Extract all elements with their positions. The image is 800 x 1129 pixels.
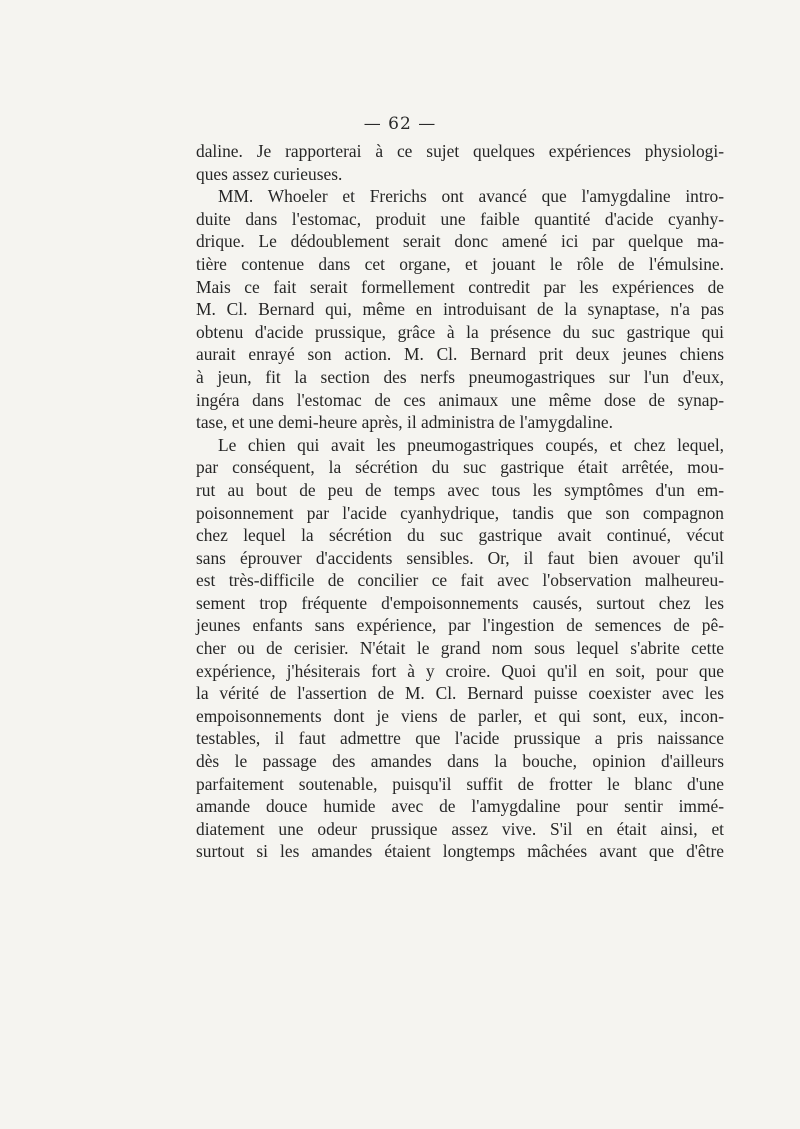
text-line: parfaitement soutenable, puisqu'il suffit de frotter le blanc d'une [196,773,724,794]
text-line: Mais ce fait serait formellement contredit par les expériences de [196,276,724,297]
text-line: jeunes enfants sans expérience, par l'ingestion de semences de pê- [196,615,724,636]
text-line: la vérité de l'assertion de M. Cl. Bernard puisse coexister avec les [196,683,724,704]
text-line: MM. Whoeler et Frerichs ont avancé que l'amygdaline intro- [218,186,724,207]
text-line: chez lequel la sécrétion du suc gastrique avait continué, vécut [196,525,724,546]
text-line: poisonnement par l'acide cyanhydrique, tandis que son compagnon [196,502,724,523]
text-line: ques assez curieuses. [196,163,343,184]
text-line: testables, il faut admettre que l'acide prussique a pris naissance [196,728,724,749]
page-number: — 62 — [363,114,437,134]
text-line: cher ou de cerisier. N'était le grand nom sous lequel s'abrite cette [196,638,724,659]
text-line: est très-difficile de concilier ce fait avec l'observation malheureu- [196,570,724,591]
text-line: expérience, j'hésiterais fort à y croire. Quoi qu'il en soit, pour que [196,660,724,681]
text-line: tase, et une demi-heure après, il administra de l'amygdaline. [196,412,613,433]
text-line: tière contenue dans cet organe, et jouant le rôle de l'émulsine. [196,253,724,274]
text-line: rut au bout de peu de temps avec tous les symptômes d'un em- [196,479,724,500]
text-line: daline. Je rapporterai à ce sujet quelques expériences physiologi- [196,141,724,161]
text-line: Le chien qui avait les pneumogastriques coupés, et chez lequel, [218,434,724,455]
text-line: à jeun, fit la section des nerfs pneumogastriques sur l'un d'eux, [196,366,724,387]
text-line: dès le passage des amandes dans la bouche, opinion d'ailleurs [196,751,724,772]
text-line: sement trop fréquente d'empoisonnements causés, surtout chez les [196,592,724,613]
text-line: M. Cl. Bernard qui, même en introduisant de la synaptase, n'a pas [196,299,724,320]
text-line: aurait enrayé son action. M. Cl. Bernard prit deux jeunes chiens [196,344,724,365]
body-text [196,140,724,863]
text-line: diatement une odeur prussique assez vive. S'il en était ainsi, et [196,818,724,839]
text-line: drique. Le dédoublement serait donc amené ici par quelque ma- [196,231,724,252]
text-line: amande douce humide avec de l'amygdaline pour sentir immé- [196,796,724,817]
text-line: par conséquent, la sécrétion du suc gastrique était arrêtée, mou- [196,457,724,478]
text-line: sans éprouver d'accidents sensibles. Or, il faut bien avouer qu'il [196,547,724,568]
text-line: obtenu d'acide prussique, grâce à la présence du suc gastrique qui [196,321,724,342]
text-line: surtout si les amandes étaient longtemps mâchées avant que d'être [196,841,724,862]
text-line: duite dans l'estomac, produit une faible quantité d'acide cyanhy- [196,208,724,229]
text-line: ingéra dans l'estomac de ces animaux une même dose de synap- [196,389,724,410]
text-line: empoisonnements dont je viens de parler, et qui sont, eux, incon- [196,705,724,726]
